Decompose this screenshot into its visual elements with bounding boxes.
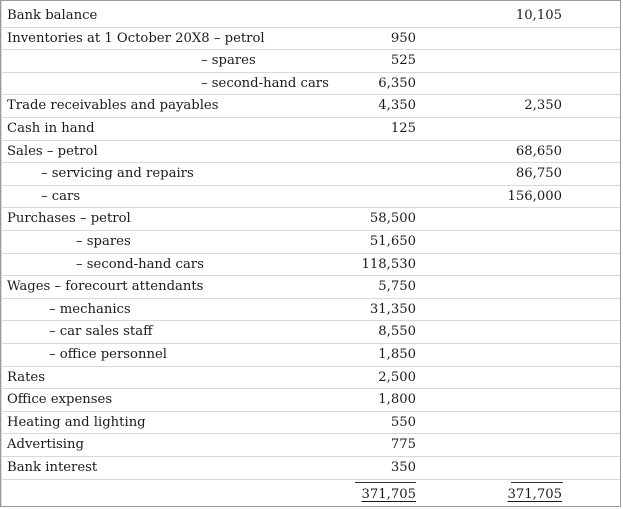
debit-value: 118,530 [361, 256, 416, 272]
table-row [1, 50, 622, 72]
debit-total-rule [355, 482, 416, 483]
table-row [1, 321, 622, 343]
debit-value: 550 [390, 414, 416, 430]
row-label: Rates [7, 369, 45, 385]
table-row [1, 231, 622, 253]
debit-value: 950 [390, 30, 416, 46]
row-label: Advertising [7, 437, 84, 453]
row-label: Bank balance [7, 8, 98, 23]
debit-value: 4,350 [378, 98, 416, 114]
table-row [1, 457, 622, 479]
table-row [1, 299, 622, 321]
table-row [1, 254, 622, 276]
debit-value: 8,550 [378, 324, 416, 340]
debit-value: 1,800 [378, 392, 416, 408]
debit-value: 775 [390, 437, 416, 453]
row-label: – car sales staff [49, 324, 153, 340]
table-row [1, 163, 622, 185]
row-label: Purchases – petrol [7, 211, 131, 227]
row-label: – mechanics [49, 301, 131, 317]
table-row [1, 118, 622, 140]
row-label: – spares [201, 53, 256, 69]
debit-total: 371,705 [361, 486, 416, 502]
row-label: – second-hand cars [76, 256, 204, 272]
debit-value: 31,350 [369, 301, 416, 317]
debit-value: 350 [390, 460, 416, 475]
credit-total-rule [511, 482, 563, 483]
credit-value: 10,105 [515, 8, 562, 23]
credit-value: 156,000 [507, 188, 562, 204]
credit-value: 68,650 [515, 143, 562, 159]
debit-value: 58,500 [369, 211, 416, 227]
table-row [1, 434, 622, 456]
credit-value: 86,750 [515, 166, 562, 182]
table-row [1, 412, 622, 434]
row-label: Heating and lighting [7, 414, 146, 430]
row-label: Office expenses [7, 392, 113, 408]
debit-value: 125 [390, 121, 416, 136]
row-label: Sales – petrol [7, 143, 98, 159]
debit-value: 5,750 [378, 279, 416, 295]
row-label: Inventories at 1 October 20X8 – petrol [7, 30, 265, 46]
debit-value: 51,650 [369, 234, 416, 249]
row-label: Bank interest [7, 460, 98, 475]
table-row [1, 28, 622, 50]
row-label: Wages – forecourt attendants [7, 279, 204, 295]
row-label: – office personnel [49, 347, 167, 362]
table-row [1, 208, 622, 230]
table-row [1, 344, 622, 366]
debit-value: 6,350 [378, 75, 416, 91]
row-label: Trade receivables and payables [7, 98, 219, 114]
totals-row [1, 484, 622, 506]
credit-total: 371,705 [507, 486, 562, 502]
table-row [1, 276, 622, 298]
table-row [1, 141, 622, 163]
row-divider [1, 479, 620, 480]
table-row [1, 367, 622, 389]
table-row [1, 95, 622, 117]
table-row [1, 73, 622, 95]
row-label: – cars [41, 188, 81, 204]
debit-value: 525 [390, 53, 416, 69]
credit-value: 2,350 [524, 98, 562, 114]
table-row [1, 186, 622, 208]
table-row [1, 389, 622, 411]
row-label: – servicing and repairs [41, 166, 194, 182]
debit-value: 2,500 [378, 369, 416, 385]
table-row [1, 5, 622, 27]
debit-value: 1,850 [378, 347, 416, 362]
row-label: – spares [76, 234, 131, 249]
row-label: – second-hand cars [201, 75, 329, 91]
row-label: Cash in hand [7, 121, 95, 136]
